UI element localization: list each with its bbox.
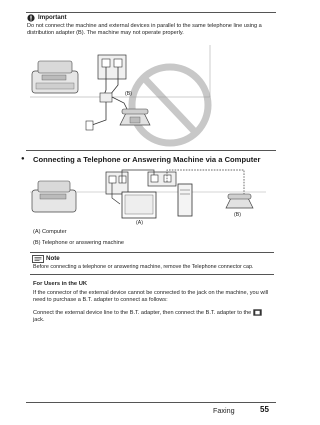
footer-rule — [26, 402, 276, 403]
important-figure-label-b: (B) — [125, 91, 132, 97]
important-bottom-rule — [26, 150, 276, 151]
legend-telephone: (B) Telephone or answering machine — [33, 240, 125, 246]
page-number: 55 — [260, 405, 269, 414]
legend-computer: (A) Computer — [33, 229, 67, 235]
section-title: Connecting a Telephone or Answering Machine via a Computer — [33, 155, 261, 164]
uk-paragraph-1: If the connector of the external device cannot be connected to the jack on the machine, you will need to purchase a B.T. adapter to connect as follows: — [33, 290, 269, 304]
section-bullet: ● — [21, 156, 25, 162]
uk-paragraph-2-end: jack. — [33, 317, 45, 324]
top-rule — [26, 12, 276, 13]
uk-paragraph-2-text: Connect the external device line to the B.T. adapter, then connect the B.T. adapter to the — [33, 309, 252, 316]
figure-label-a: (A) — [136, 220, 143, 226]
uk-heading: For Users in the UK — [33, 281, 88, 287]
note-body: Before connecting a telephone or answering machine, remove the Telephone connector cap. — [33, 264, 254, 270]
important-heading: Important — [38, 14, 67, 21]
note-top-rule — [30, 252, 274, 253]
important-icon — [27, 14, 35, 22]
footer-section-name: Faxing — [213, 406, 235, 415]
line-jack-icon — [253, 309, 262, 316]
note-bottom-rule — [30, 274, 274, 275]
uk-paragraph-2 — [33, 309, 276, 324]
important-body: Do not connect the machine and external devices in parallel to the same telephone line using a distribution adapter (B). The machine may not operate properly. — [27, 23, 262, 37]
note-icon — [32, 255, 44, 263]
figure-label-b: (B) — [234, 212, 241, 218]
note-heading: Note — [46, 255, 60, 262]
